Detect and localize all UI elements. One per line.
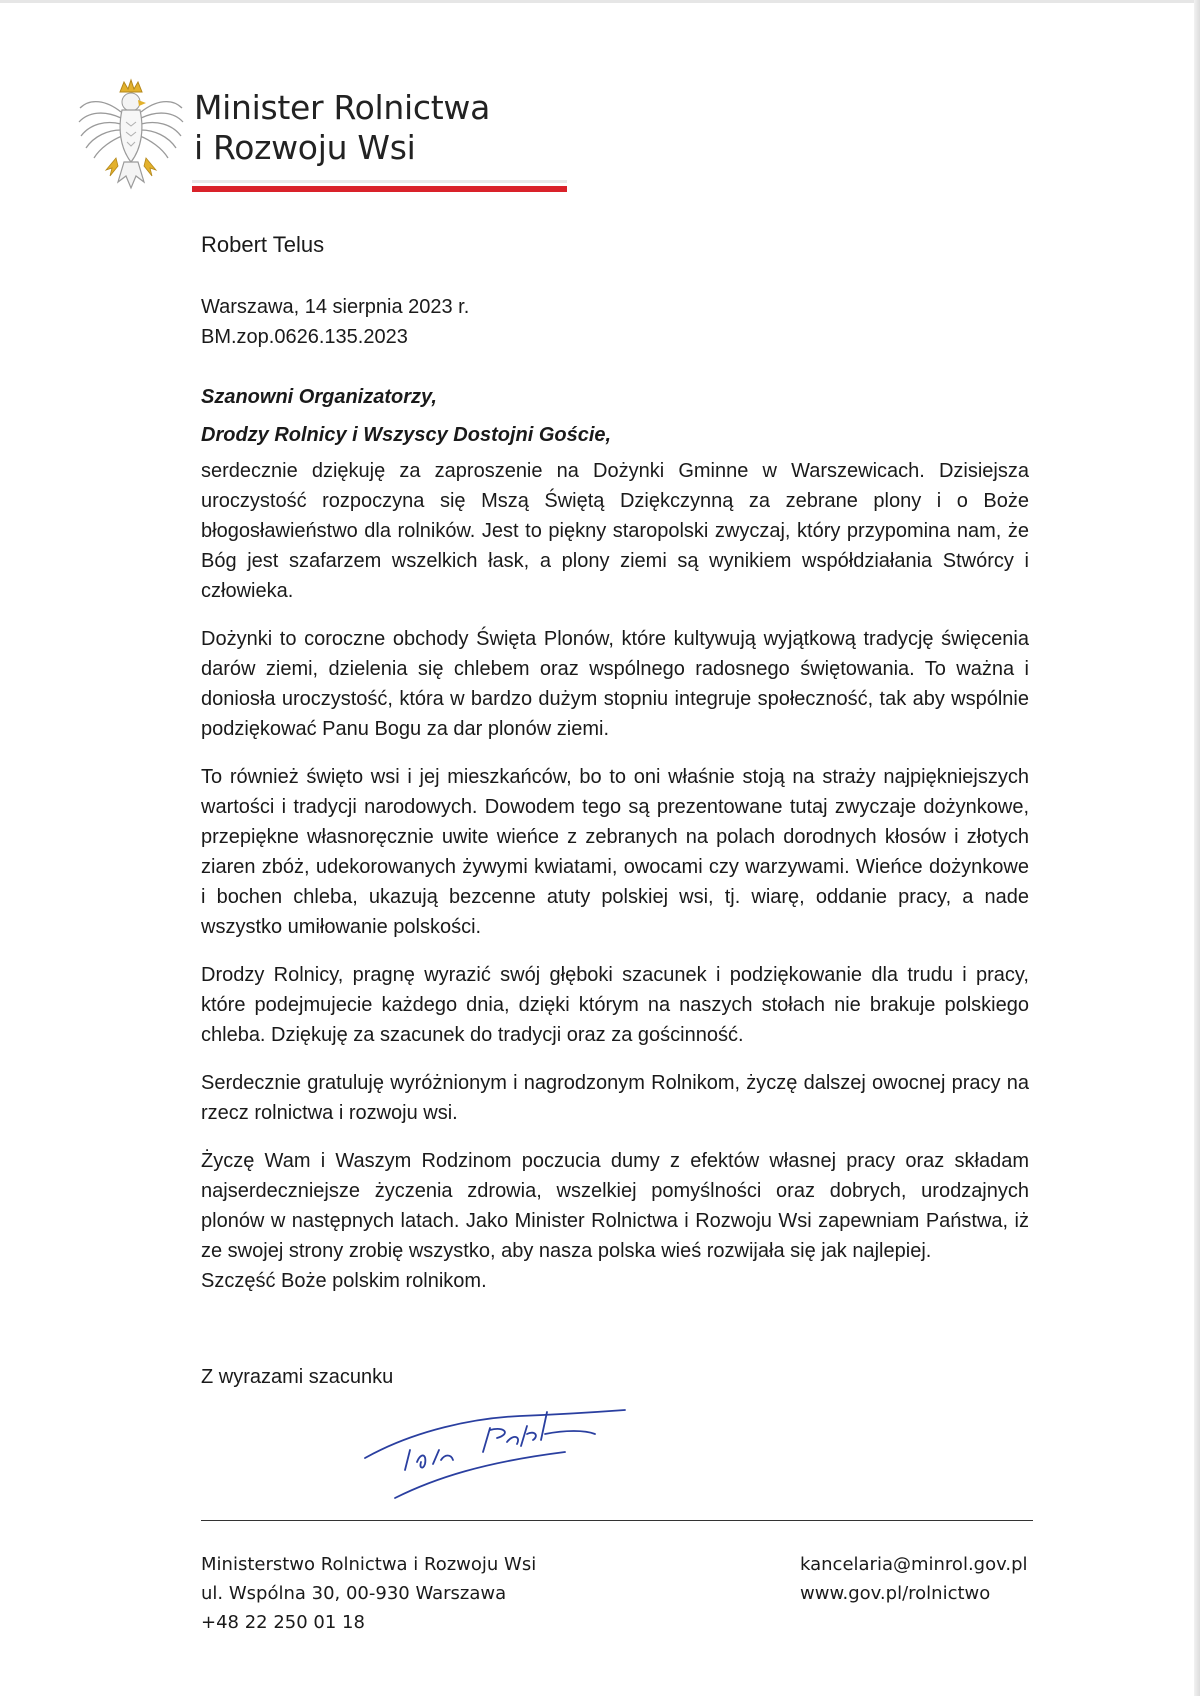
flag-rule-white: [192, 180, 567, 183]
reference-number: BM.zop.0626.135.2023: [201, 326, 408, 348]
letterhead: [76, 78, 496, 208]
office-title-line2: i Rozwoju Wsi: [194, 128, 416, 167]
paragraph-6: Życzę Wam i Waszym Rodzinom poczucia dumy z efektów własnej pracy oraz składam najserdeczniejsze życzenia zdrowia, wszelkiej pomyślności oraz dobrych, urodzajnych plonów w następnych latach. Jako Minister Rolnictwa i Rozwoju Wsi zapewniam Państwa, iż ze swojej strony zrobię wszystko, aby nasza polska wieś rozwijała się jak najlepiej.: [201, 1150, 1029, 1262]
footer-address: ul. Wspólna 30, 00-930 Warszawa: [201, 1583, 507, 1604]
office-title-line1: Minister Rolnictwa: [194, 88, 490, 127]
author-name: Robert Telus: [201, 232, 325, 257]
flag-rule: [192, 180, 567, 192]
flag-rule-red: [192, 186, 567, 192]
place-date: Warszawa, 14 sierpnia 2023 r.: [201, 296, 470, 318]
footer-website[interactable]: www.gov.pl/rolnictwo: [800, 1583, 991, 1604]
footer-contact-block: [800, 1550, 1028, 1608]
greeting-organizers: Szanowni Organizatorzy,: [201, 386, 437, 408]
greeting-guests: Drodzy Rolnicy i Wszyscy Dostojni Goście,: [201, 424, 612, 446]
paragraph-2: Dożynki to coroczne obchody Święta Plonów, które kultywują wyjątkową tradycję święcenia darów ziemi, dzielenia się chlebem oraz wspólnego radosnego świętowania. To ważna i doniosła uroczystość, która w bardzo dużym stopniu integruje społeczność, tak aby wspólnie podziękować Panu Bogu za dar plonów ziemi.: [201, 628, 1029, 740]
blessing: Szczęść Boże polskim rolnikom.: [201, 1270, 487, 1292]
page-top-edge: [0, 0, 1200, 3]
handwritten-signature: [355, 1390, 635, 1510]
closing-phrase: Z wyrazami szacunku: [201, 1366, 394, 1388]
letter-body: [201, 456, 1029, 1314]
footer-address-block: [201, 1550, 536, 1637]
polish-eagle-emblem-icon: [76, 78, 186, 200]
paragraph-1: serdecznie dziękuję za zaproszenie na Dożynki Gminne w Warszewicach. Dzisiejsza uroczystość rozpoczyna się Mszą Świętą Dziękczynną za zebrane plony i o Boże błogosławieństwo dla rolników. Jest to piękny staropolski zwyczaj, który przypomina nam, że Bóg jest szafarzem wszelkich łask, a plony ziemi są wynikiem współdziałania Stwórcy i człowieka.: [201, 460, 1029, 602]
office-title: [194, 88, 490, 168]
footer-divider: [201, 1520, 1033, 1521]
page-right-edge: [1194, 0, 1200, 1696]
paragraph-3: To również święto wsi i jej mieszkańców, bo to oni właśnie stoją na straży najpiękniejszych wartości i tradycji narodowych. Dowodem tego są prezentowane tutaj zwyczaje dożynkowe, przepiękne własnoręcznie uwite wieńce z zebranych na polach dorodnych kłosów i złotych ziaren zbóż, udekorowanych żywymi kwiatami, owocami czy warzywami. Wieńce dożynkowe i bochen chleba, ukazują bezcenne atuty polskiej wsi, tj. wiarę, oddanie pracy, a nade wszystko umiłowanie polskości.: [201, 766, 1029, 938]
paragraph-4: Drodzy Rolnicy, pragnę wyrazić swój głęboki szacunek i podziękowanie dla trudu i pracy, które podejmujecie każdego dnia, dzięki którym na naszych stołach nie brakuje polskiego chleba. Dziękuję za szacunek do tradycji oraz za gościnność.: [201, 964, 1029, 1046]
paragraph-5: Serdecznie gratuluję wyróżnionym i nagrodzonym Rolnikom, życzę dalszej owocnej pracy na rzecz rolnictwa i rozwoju wsi.: [201, 1072, 1029, 1124]
footer-organization: Ministerstwo Rolnictwa i Rozwoju Wsi: [201, 1554, 537, 1575]
footer-email[interactable]: kancelaria@minrol.gov.pl: [800, 1554, 1028, 1575]
footer-phone: +48 22 250 01 18: [201, 1612, 365, 1633]
